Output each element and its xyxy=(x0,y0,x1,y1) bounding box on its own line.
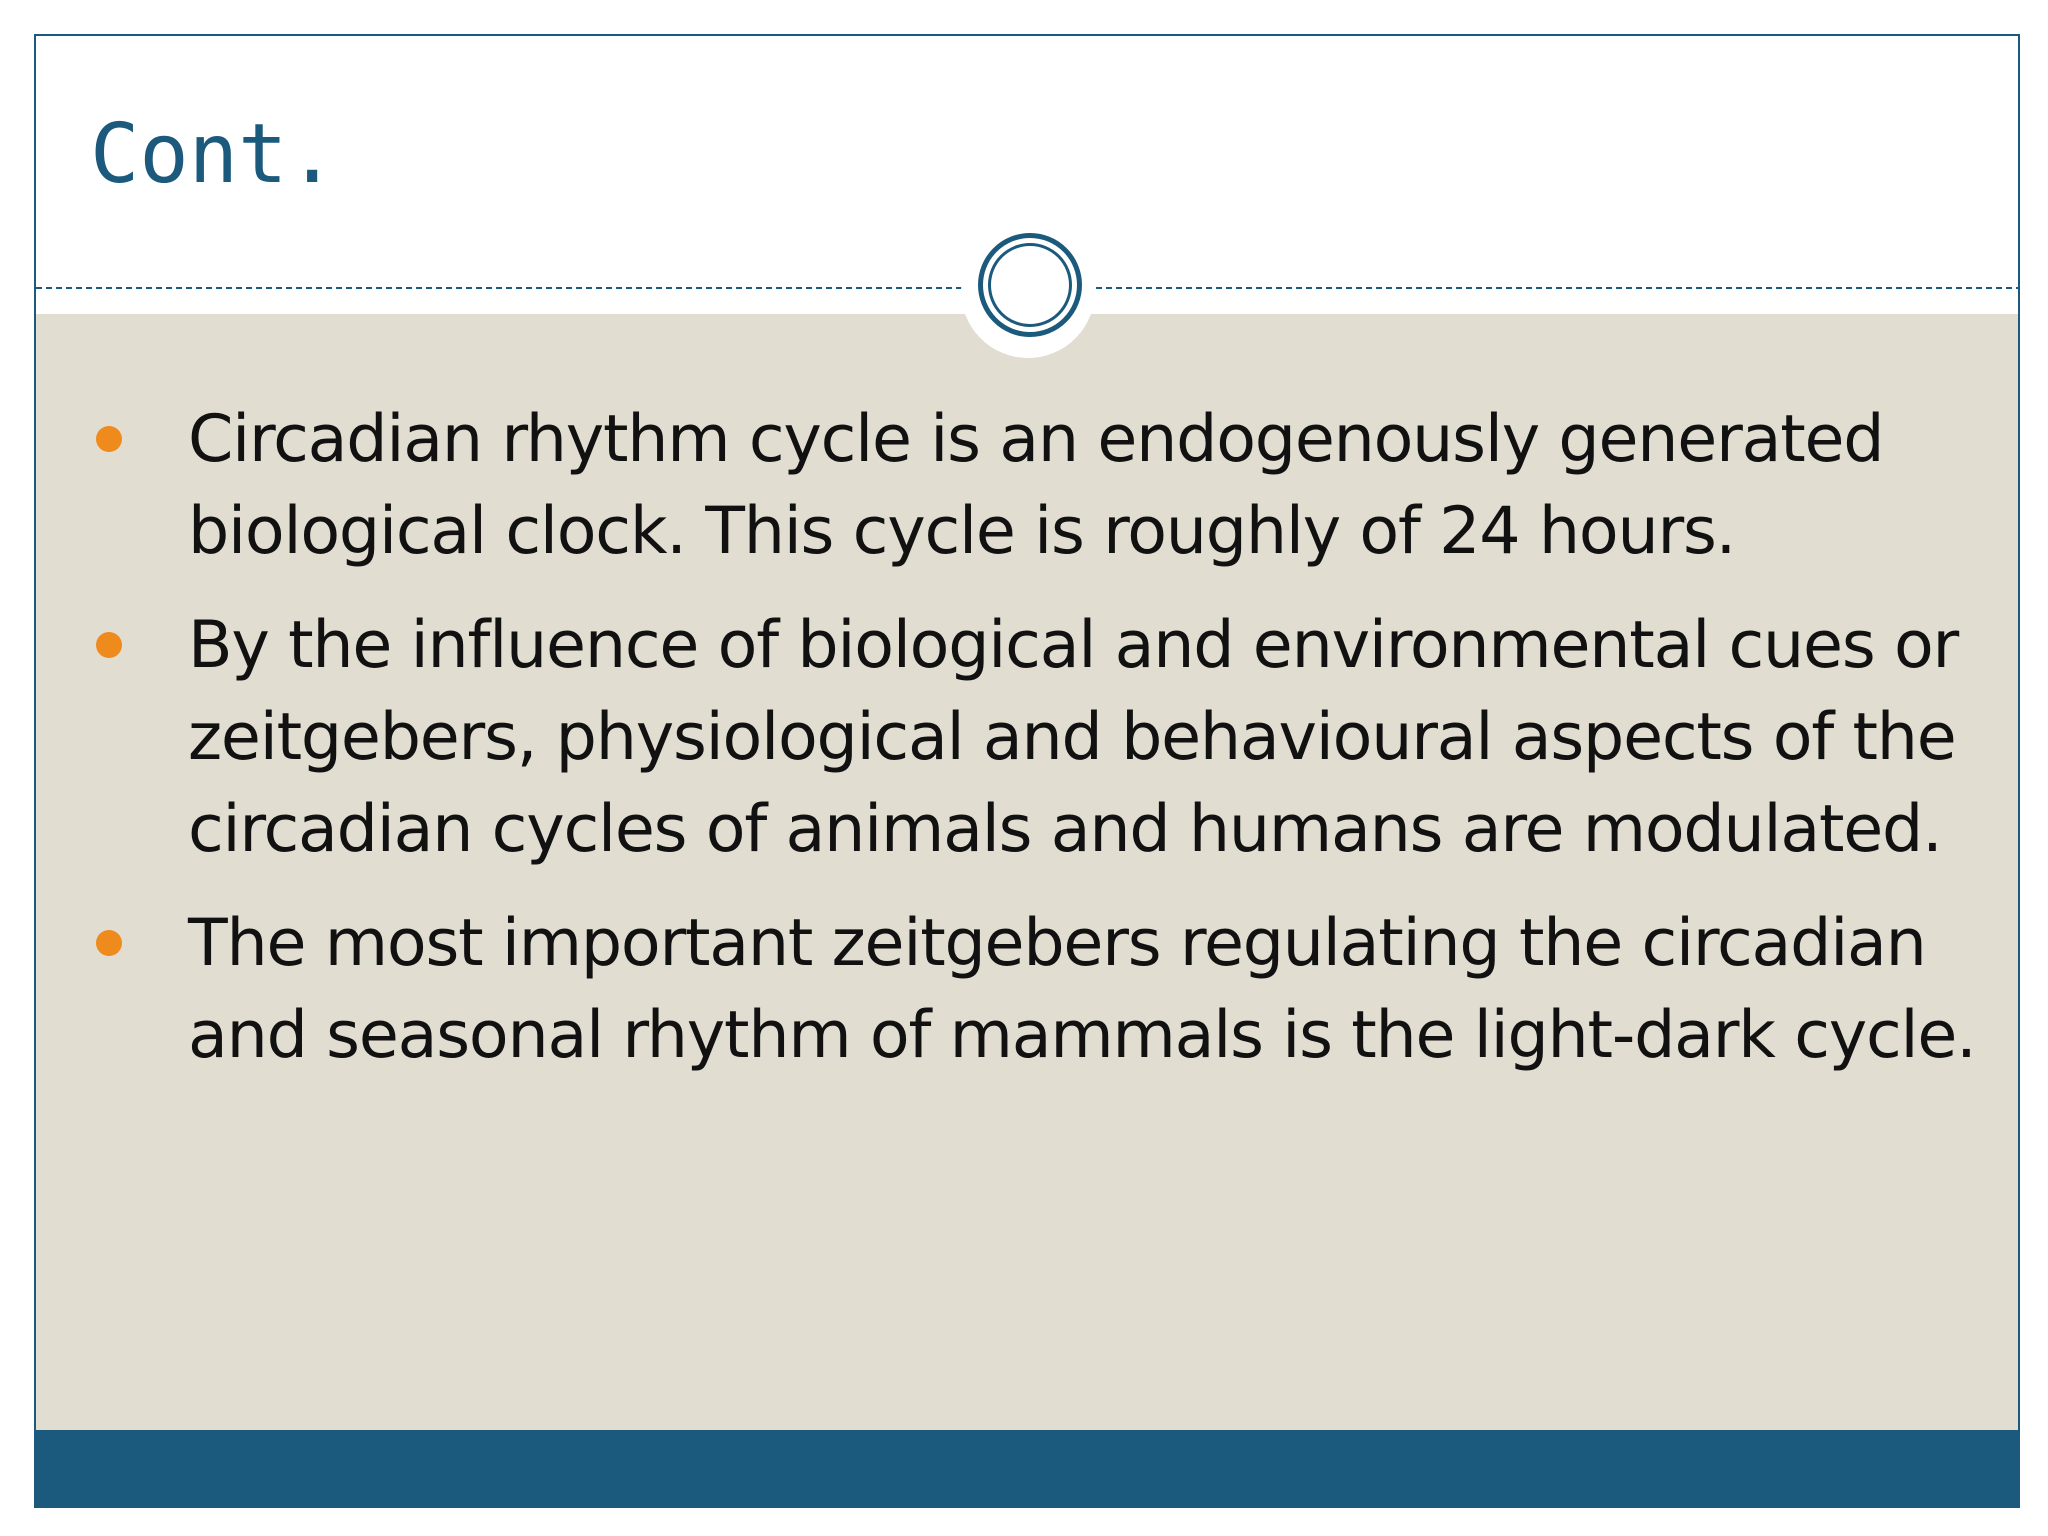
slide-body xyxy=(36,314,2018,1434)
double-ring-icon xyxy=(978,233,1082,337)
bullet-item xyxy=(96,898,1976,1082)
bullet-text: The most important zeitgebers regulating the circadian and seasonal rhythm of mammals is the light-dark cycle. xyxy=(188,906,1976,1073)
header-divider-right xyxy=(1096,287,2020,289)
bullet-list xyxy=(96,394,1976,1104)
slide-title: Cont. xyxy=(90,107,337,202)
bullet-text: By the influence of biological and environmental cues or zeitgebers, physiological and behavioural aspects of the circadian cycles of animals and humans are modulated. xyxy=(188,608,1959,867)
bullet-icon xyxy=(96,632,122,658)
bullet-icon xyxy=(96,930,122,956)
bullet-icon xyxy=(96,426,122,452)
header-divider-left xyxy=(36,287,962,289)
slide xyxy=(34,34,2020,1508)
slide-footer-bar xyxy=(36,1430,2018,1506)
bullet-item xyxy=(96,600,1976,876)
bullet-text: Circadian rhythm cycle is an endogenously generated biological clock. This cycle is roughly of 24 hours. xyxy=(188,402,1884,569)
bullet-item xyxy=(96,394,1976,578)
